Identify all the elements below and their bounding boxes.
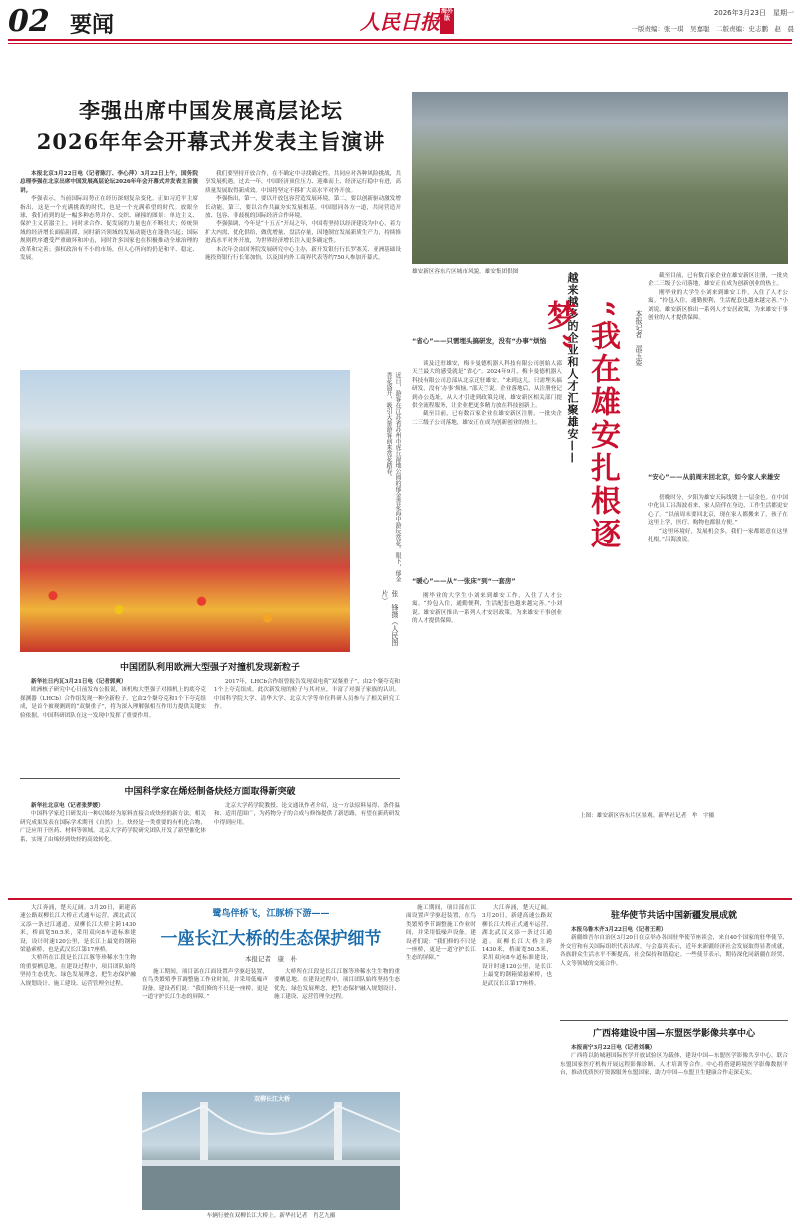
news1-body-2 bbox=[214, 678, 400, 774]
news2-body bbox=[20, 802, 206, 892]
news2-headline: 中国科学家在烯烃制备炔烃方面取得新突破 bbox=[124, 787, 296, 797]
news1-text: 欧洲核子研究中心日前发布公报说，该机构大型强子对撞机上的底夸克探测器（LHCb）合作组发现一种全新粒子。它由2个粲夸克和1个下夸克组成，是首个被观测到的“双粲重子”，将为深入理解强相互作用力提供关键实验依据。中国科研团队在这一发现中发挥了重要作用。 bbox=[20, 687, 206, 719]
news3-headline: 驻华使节共话中国新疆发展成就 bbox=[610, 911, 737, 921]
xiongan-photo-caption: 雄安新区容东片区城市风貌。雄安集团供图 bbox=[412, 269, 519, 275]
xiongan-body-1 bbox=[412, 360, 562, 570]
lead-headline-line2: 2026年年会开幕式并发表主旨演讲 bbox=[36, 129, 386, 154]
xiongan-credit: 上图：雄安新区容东片区景观。新华社记者 牟 宇摄 bbox=[580, 813, 715, 819]
bridge-caption: 车辆行驶在双柳长江大桥上。新华社记者 肖艺九摄 bbox=[206, 1213, 336, 1219]
edition-badge: 海外版 bbox=[440, 8, 454, 34]
news2-byline: 新华社北京电（记者张梦媛） bbox=[31, 803, 104, 809]
bridge-col-5 bbox=[482, 904, 552, 1220]
section-divider bbox=[8, 898, 792, 900]
xiongan-body-3 bbox=[648, 494, 788, 804]
lead-column-1 bbox=[20, 170, 198, 360]
bridge-text: 大江奔涌，楚天辽阔。3月20日，新建高速公路双柳长江大桥正式通车运营，湖北武汉又添一条过江通道。双柳长江大桥主跨1430米，桥面宽50.5米，采用双向8车道标准建设，设计时速120公里，是长江上最宽的钢箱梁悬索桥，也是武汉长江第17座桥。 bbox=[20, 905, 136, 954]
page-number: 02 bbox=[8, 4, 50, 39]
tulips-photo bbox=[20, 370, 350, 652]
bridge-text: 施工期间，项目部在江面设置声学驱赶装置，在鸟类繁殖季节调整施工作业时间，并采用低噪声设备。建设者们说：“我们修的不只是一座桥，更是一道守护长江生态的屏障。” bbox=[406, 905, 476, 962]
news1-byline: 新华社日内瓦3月21日电（记者郭爽） bbox=[31, 679, 127, 685]
xiongan-subhead-1: “省心”——只需埋头搞研发，没有“办事”烦恼 bbox=[412, 337, 547, 345]
xiongan-col-right-top bbox=[648, 272, 788, 468]
bridge-byline: 本报记者 康 朴 bbox=[245, 955, 297, 963]
news1-body bbox=[20, 678, 206, 774]
lead-para: 我们要坚持开放合作，在不确定中寻找确定性，共同应对各种风险挑战，共享发展机遇。过去一年，中国经济顶住压力、迎难而上，经济运行稳中有进，高质量发展取得新成效。中国将坚定不移扩大高水平对外开放。 bbox=[205, 171, 401, 194]
news3-byline: 本报乌鲁木齐3月22日电（记者王莉） bbox=[571, 927, 667, 933]
bridge-col-2 bbox=[142, 968, 268, 1088]
lead-para: 李强指出，第一，要以开放包容营造发展环境。第二，要以创新驱动激发增长动能。第三，要以合作共赢夯实发展根基。中国愿同各方一道，共同营造开放、包容、非歧视的国际经济合作环境。 bbox=[205, 196, 401, 220]
news2-body-2 bbox=[214, 802, 400, 892]
news1-headline: 中国团队利用欧洲大型强子对撞机发现新粒子 bbox=[119, 663, 300, 673]
xiongan-text: 谈及迁驻雄安，梅卡曼德机器人科技有限公司创始人邵天兰最大的感受就是“省心”。2024年9月，梅卡曼德机器人科技有限公司总部从北京迁驻雄安。“来到这儿，只需埋头搞研发，没有‘办事’烦恼。”邵天兰说。企业落地后，从注册登记到办公选址，从人才引进到政策兑现，雄安新区相关部门提供全流程服务，让企业把更多精力放在科技创新上。 bbox=[412, 361, 562, 410]
xiongan-photo bbox=[412, 92, 788, 264]
bridge-text: 大桥所在江段是长江江豚等珍稀水生生物的重要栖息地。在建设过程中，项目团队始终坚持生态优先、绿色发展理念，把生态保护融入规划设计、施工建设、运营管理全过程。 bbox=[20, 955, 136, 987]
xiongan-text: 截至目前，已有数百家企业在雄安新区注册，一批央企二三级子公司落地，雄安正在成为创新创业的热土。 bbox=[648, 273, 788, 288]
issue-date: 2026年3月23日 星期一 bbox=[713, 9, 794, 17]
bridge-text: 大江奔涌，楚天辽阔。3月20日，新建高速公路双柳长江大桥正式通车运营，湖北武汉又添一条过江通道。双柳长江大桥主跨1430米，桥面宽50.5米，采用双向8车道标准建设，设计时速120公里，是长江上最宽的钢箱梁悬索桥，也是武汉长江第17座桥。 bbox=[482, 905, 552, 987]
news4-headline: 广西将建设中国—东盟医学影像共享中心 bbox=[592, 1029, 755, 1039]
tulips-caption: 近日，游客在江苏省苏州市虎丘湿地公园的郁金香花海中游玩赏花。眼下，郁金香花盛开，吸引大量游客前来赏花踏春。 bbox=[385, 372, 401, 582]
lead-headline-line1: 李强出席中国发展高层论坛 bbox=[79, 98, 343, 123]
xiongan-body-2 bbox=[412, 592, 562, 822]
bridge-col-3 bbox=[274, 968, 400, 1088]
xiongan-text: “这里环境好，发展机会多，我们一家都愿意在这里扎根。”吕海波说。 bbox=[648, 528, 788, 544]
lead-para: 李强表示，当前国际局势正在经历深刻复杂变化。正如习近平主席指出，这是一个充满挑战的时代，也是一个充满希望的时代。放眼全球，我们看到的是一幅多种态势并存、交织、碰撞的图景：单边主义、保护主义甚嚣尘上，同时求合作、促发展的力量也在不断壮大；传统领域的经济增长面临阻滞，同时新兴领域的发展动能也在蓬勃兴起；国际规则秩序遭受严重破坏和冲击，同时许多国家也在积极推动全球治理的改革和完善；强权政治有不小的市场，但人心所向的仍是和平、稳定、发展。 bbox=[20, 196, 198, 262]
xiongan-headline: “我在雄安扎根逐梦” bbox=[541, 300, 620, 552]
bridge-headline: 一座长江大桥的生态保护细节 bbox=[160, 929, 382, 949]
xiongan-subtitle: 越来越多的企业和人才汇聚雄安—— bbox=[566, 272, 579, 464]
section-title: 要闻 bbox=[70, 12, 115, 38]
lead-headline bbox=[20, 95, 402, 163]
news2-text-2: 北京大学药学院教授、论文通讯作者介绍，这一方法原料易得、条件温和、适用范围广，为药物分子的合成与修饰提供了新思路，有望在新药研发中得到应用。 bbox=[214, 803, 400, 826]
xiongan-text: 刚毕业的大学生小刘来到雄安工作，入住了人才公寓。“拎包入住，通勤便利，生活配套也越来越完善。”小刘说。雄安新区推出一系列人才安居政策，为来雄安干事创业的人才提供保障。 bbox=[412, 593, 562, 625]
xiongan-text: 截至目前，已有数百家企业在雄安新区注册，一批央企二三级子公司落地，雄安正在成为创新创业的热土。 bbox=[412, 411, 562, 426]
news3-body bbox=[560, 926, 788, 1016]
divider bbox=[560, 1020, 788, 1021]
xiongan-subhead-3: “安心”——从前周末回北京，如今家人来雄安 bbox=[648, 473, 781, 481]
news4-body bbox=[560, 1044, 788, 1214]
header-rule-thin bbox=[8, 43, 792, 44]
xiongan-text: 傍晚时分，夕阳为雄安天际线镀上一层金色。在中国中化员工吕海波看来，家人陪伴在身边，工作生活都更安心了。“以前周末要回北京，现在家人都搬来了，孩子在这里上学，医疗、购物也都很方便。” bbox=[648, 495, 788, 527]
bridge-text: 施工期间，项目部在江面设置声学驱赶装置，在鸟类繁殖季节调整施工作业时间，并采用低噪声设备。建设者们说：“我们修的不只是一座桥，更是一道守护长江生态的屏障。” bbox=[142, 969, 268, 1001]
xiongan-byline: 本报记者 邵玉姿 bbox=[635, 310, 643, 366]
bridge-col-1 bbox=[20, 904, 136, 1220]
news3-text: 新疆维吾尔自治区3月20日在京举办各国驻华使节座谈会，来自40个国家的驻华使节、外交官和有关国际组织代表出席。与会嘉宾表示，近年来新疆经济社会发展取得显著成就，各族群众生活水平不断提高，社会保持和谐稳定。一些使节表示，期待深化同新疆在经贸、人文等领域的交流合作。 bbox=[560, 935, 788, 967]
news4-byline: 本报南宁3月22日电（记者刘襄） bbox=[571, 1045, 656, 1051]
editors-line: 一版责编：张一琪 吴嘉聪 二版责编：史志鹏 赵 晨 bbox=[631, 25, 794, 33]
news2-text: 中国科学家近日研发出一种以烯烃为原料直接合成炔烃的新方法，相关研究成果发表在国际学术期刊《自然》上。炔烃是一类重要的有机化合物，广泛应用于医药、材料等领域。北京大学药学院研究团队开发了新型催化体系，实现了由烯烃到炔烃的高效转化。 bbox=[20, 811, 206, 843]
bridge-col-4 bbox=[406, 904, 476, 1220]
bridge-photo bbox=[142, 1092, 400, 1210]
tulips-credit: 张 锋摄（人民图片） bbox=[381, 590, 399, 646]
bridge-text: 大桥所在江段是长江江豚等珍稀水生生物的重要栖息地。在建设过程中，项目团队始终坚持生态优先、绿色发展理念，把生态保护融入规划设计、施工建设、运营管理全过程。 bbox=[274, 969, 400, 1001]
bridge-photo-label: 双柳长江大桥 bbox=[253, 1096, 290, 1103]
lead-column-2 bbox=[205, 170, 401, 360]
lead-byline: 本报北京3月22日电（记者陈汀、李心萍）3月22日上午，国务院总理李强在北京出席中国发展高层论坛2026年年会开幕式并发表主旨演讲。 bbox=[20, 171, 198, 194]
lead-para: 本次年会由国务院发展研究中心主办，新开发银行行长罗塞芙、亚洲基础设施投资银行行长邹加怡，以及国内外工商界代表等约750人参加开幕式。 bbox=[205, 246, 401, 262]
divider bbox=[20, 778, 400, 779]
bridge-illustration bbox=[142, 1092, 400, 1210]
header-rule bbox=[8, 39, 792, 41]
xiongan-subhead-2: “暖心”——从“一张床”到“一套房” bbox=[412, 577, 516, 585]
news1-text-2: 2017年，LHCb合作组曾报告发现双电荷“双粲重子”，由2个粲夸克和1个上夸克组成。此次新发现的粒子与其对应，丰富了对强子家族的认识。中国科学院大学、清华大学、北京大学等单位科研人员参与了相关研究工作。 bbox=[214, 679, 400, 711]
newspaper-logo: 人民日报 bbox=[360, 10, 440, 34]
news4-text: 广西将以防城港国际医学开放试验区为载体，建设中国—东盟医学影像共享中心，联合东盟国家医疗机构开展远程影像诊断、人才培训等合作。中心将搭建跨境医学影像数据平台，推动优质医疗资源服务东盟国家，助力中国—东盟卫生健康合作走深走实。 bbox=[560, 1053, 788, 1077]
lead-para: 李强强调，今年是“十五五”开局之年，中国将坚持以经济建设为中心，着力扩大内需、优化供给，做优增量、盘活存量，因地制宜发展新质生产力，持续推进高水平对外开放，为世界经济增长注入更多确定性。 bbox=[205, 221, 401, 245]
bridge-kicker: 鹭鸟伴桥飞，江豚桥下游—— bbox=[212, 909, 330, 919]
xiongan-text: 刚毕业的大学生小刘来到雄安工作，入住了人才公寓。“拎包入住，通勤便利，生活配套也越来越完善。”小刘说。雄安新区推出一系列人才安居政策，为来雄安干事创业的人才提供保障。 bbox=[648, 289, 788, 322]
